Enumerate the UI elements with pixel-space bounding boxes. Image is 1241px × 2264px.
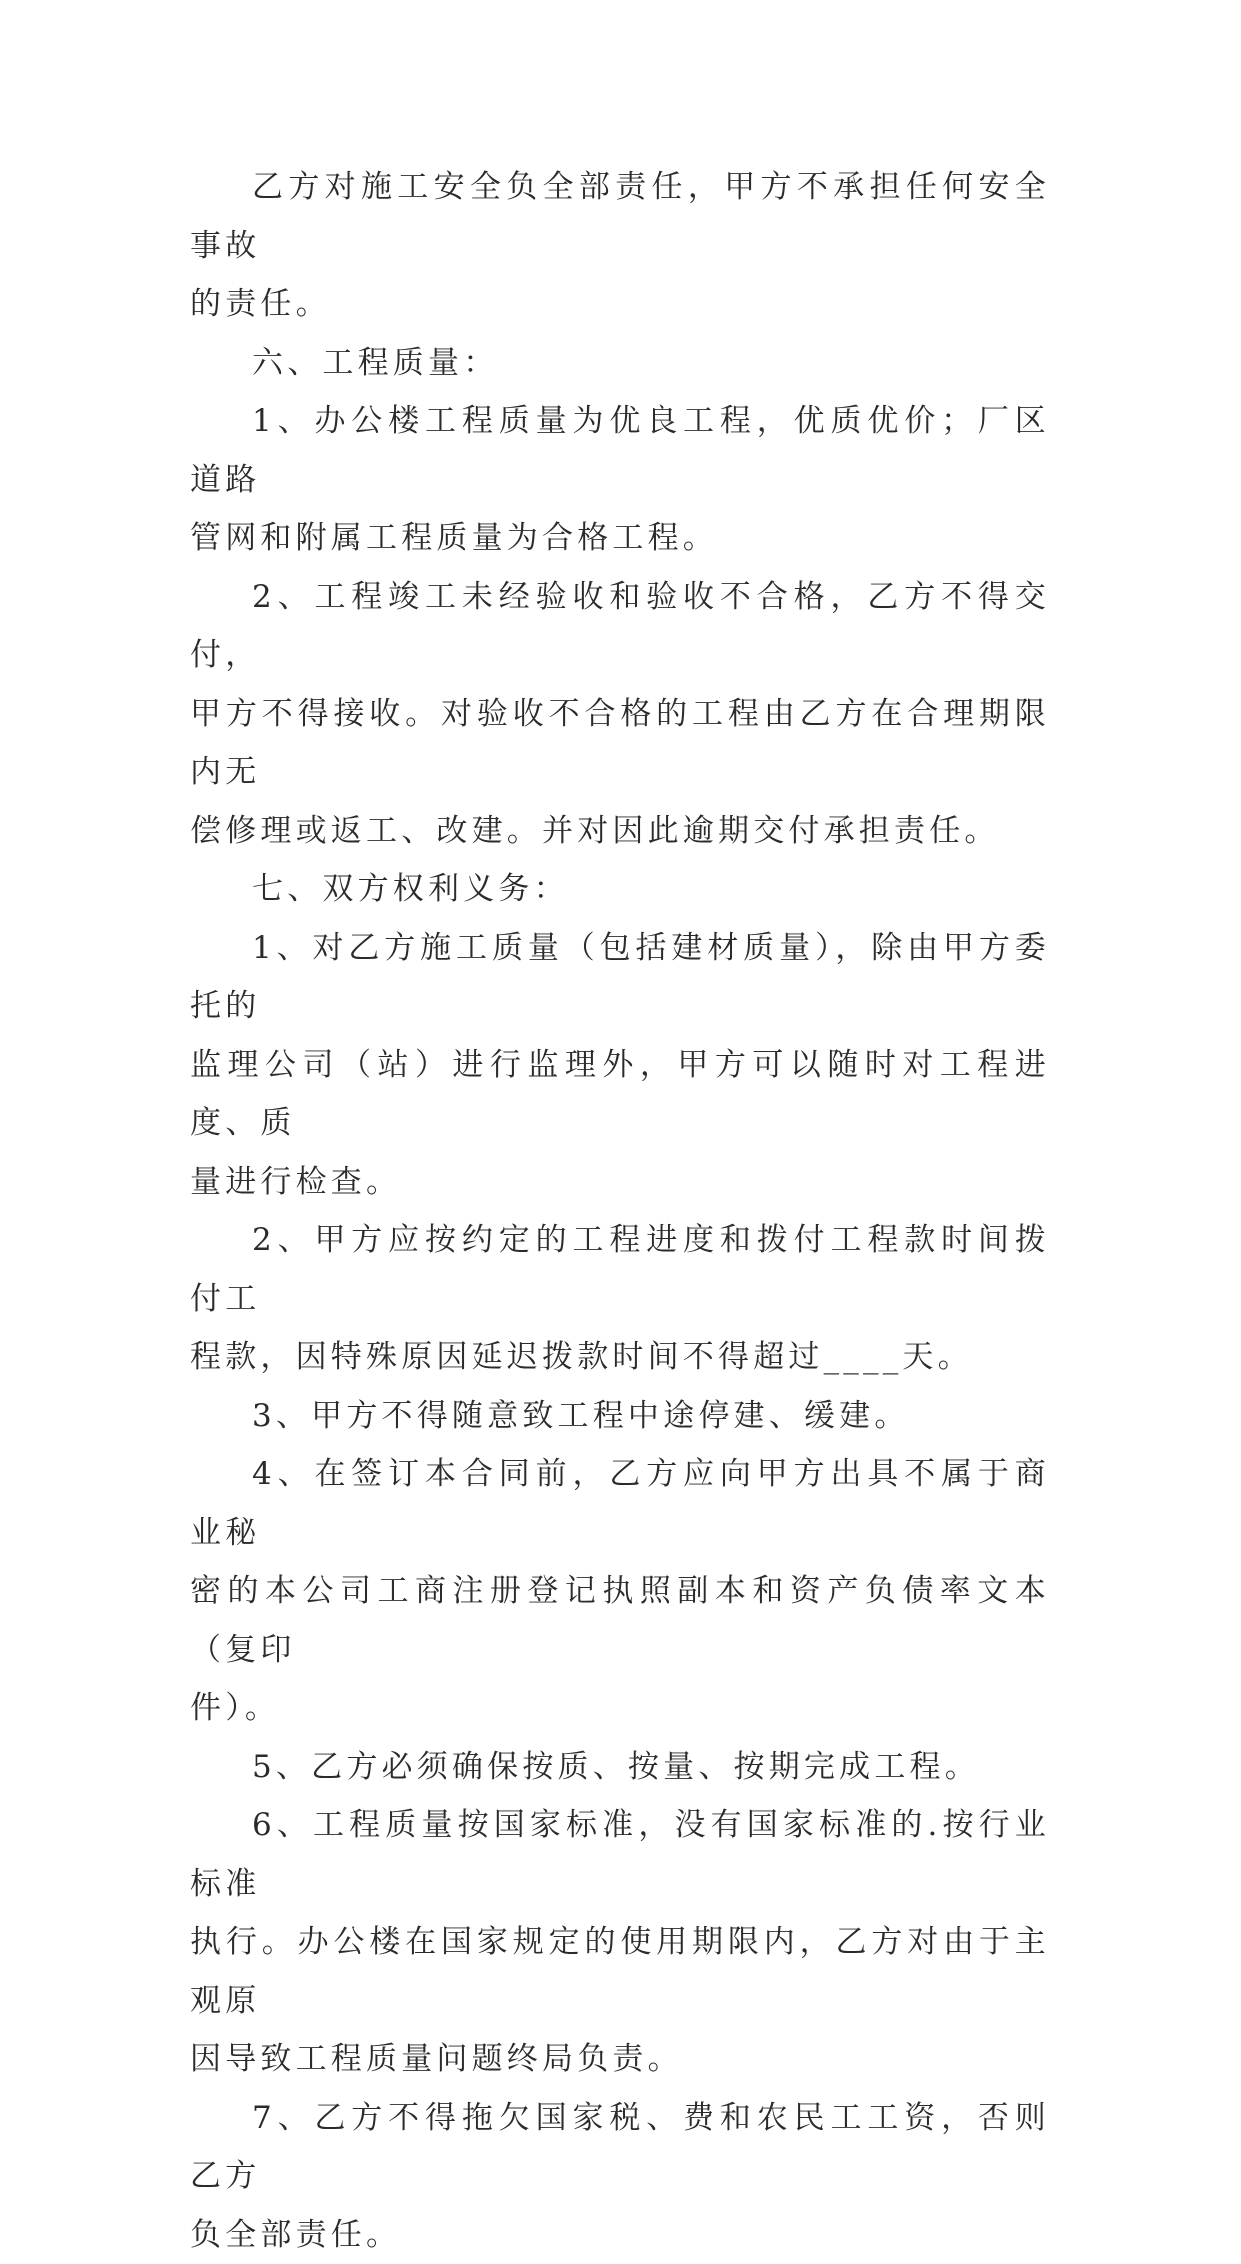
paragraph-rights-7: 7、乙方不得拖欠国家税、费和农民工工资，否则乙方 负全部责任。 — [190, 2089, 1050, 2264]
paragraph-rights-3: 3、甲方不得随意致工程中途停建、缓建。 — [190, 1387, 1050, 1446]
document-body — [190, 158, 1050, 2264]
paragraph-rights-4: 4、在签订本合同前，乙方应向甲方出具不属于商业秘 密的本公司工商注册登记执照副本和资产负债率文本（复印 件）。 — [190, 1445, 1050, 1738]
paragraph-quality-2: 2、工程竣工未经验收和验收不合格，乙方不得交付， 甲方不得接收。对验收不合格的工程由乙方在合理期限内无 偿修理或返工、改建。并对因此逾期交付承担责任。 — [190, 568, 1050, 861]
paragraph-safety-responsibility: 乙方对施工安全负全部责任，甲方不承担任何安全事故 的责任。 — [190, 158, 1050, 334]
paragraph-rights-5: 5、乙方必须确保按质、按量、按期完成工程。 — [190, 1738, 1050, 1797]
paragraph-quality-1: 1、办公楼工程质量为优良工程，优质优价；厂区道路 管网和附属工程质量为合格工程。 — [190, 392, 1050, 568]
section-heading-rights-obligations: 七、双方权利义务： — [190, 860, 1050, 919]
paragraph-rights-6: 6、工程质量按国家标准，没有国家标准的.按行业标准 执行。办公楼在国家规定的使用期限内，乙方对由于主观原 因导致工程质量问题终局负责。 — [190, 1796, 1050, 2089]
paragraph-rights-2: 2、甲方应按约定的工程进度和拨付工程款时间拨付工 程款，因特殊原因延迟拨款时间不得超过____天。 — [190, 1211, 1050, 1387]
section-heading-quality: 六、工程质量： — [190, 334, 1050, 393]
paragraph-rights-1: 1、对乙方施工质量（包括建材质量），除由甲方委托的 监理公司（站）进行监理外，甲方可以随时对工程进度、质 量进行检查。 — [190, 919, 1050, 1212]
